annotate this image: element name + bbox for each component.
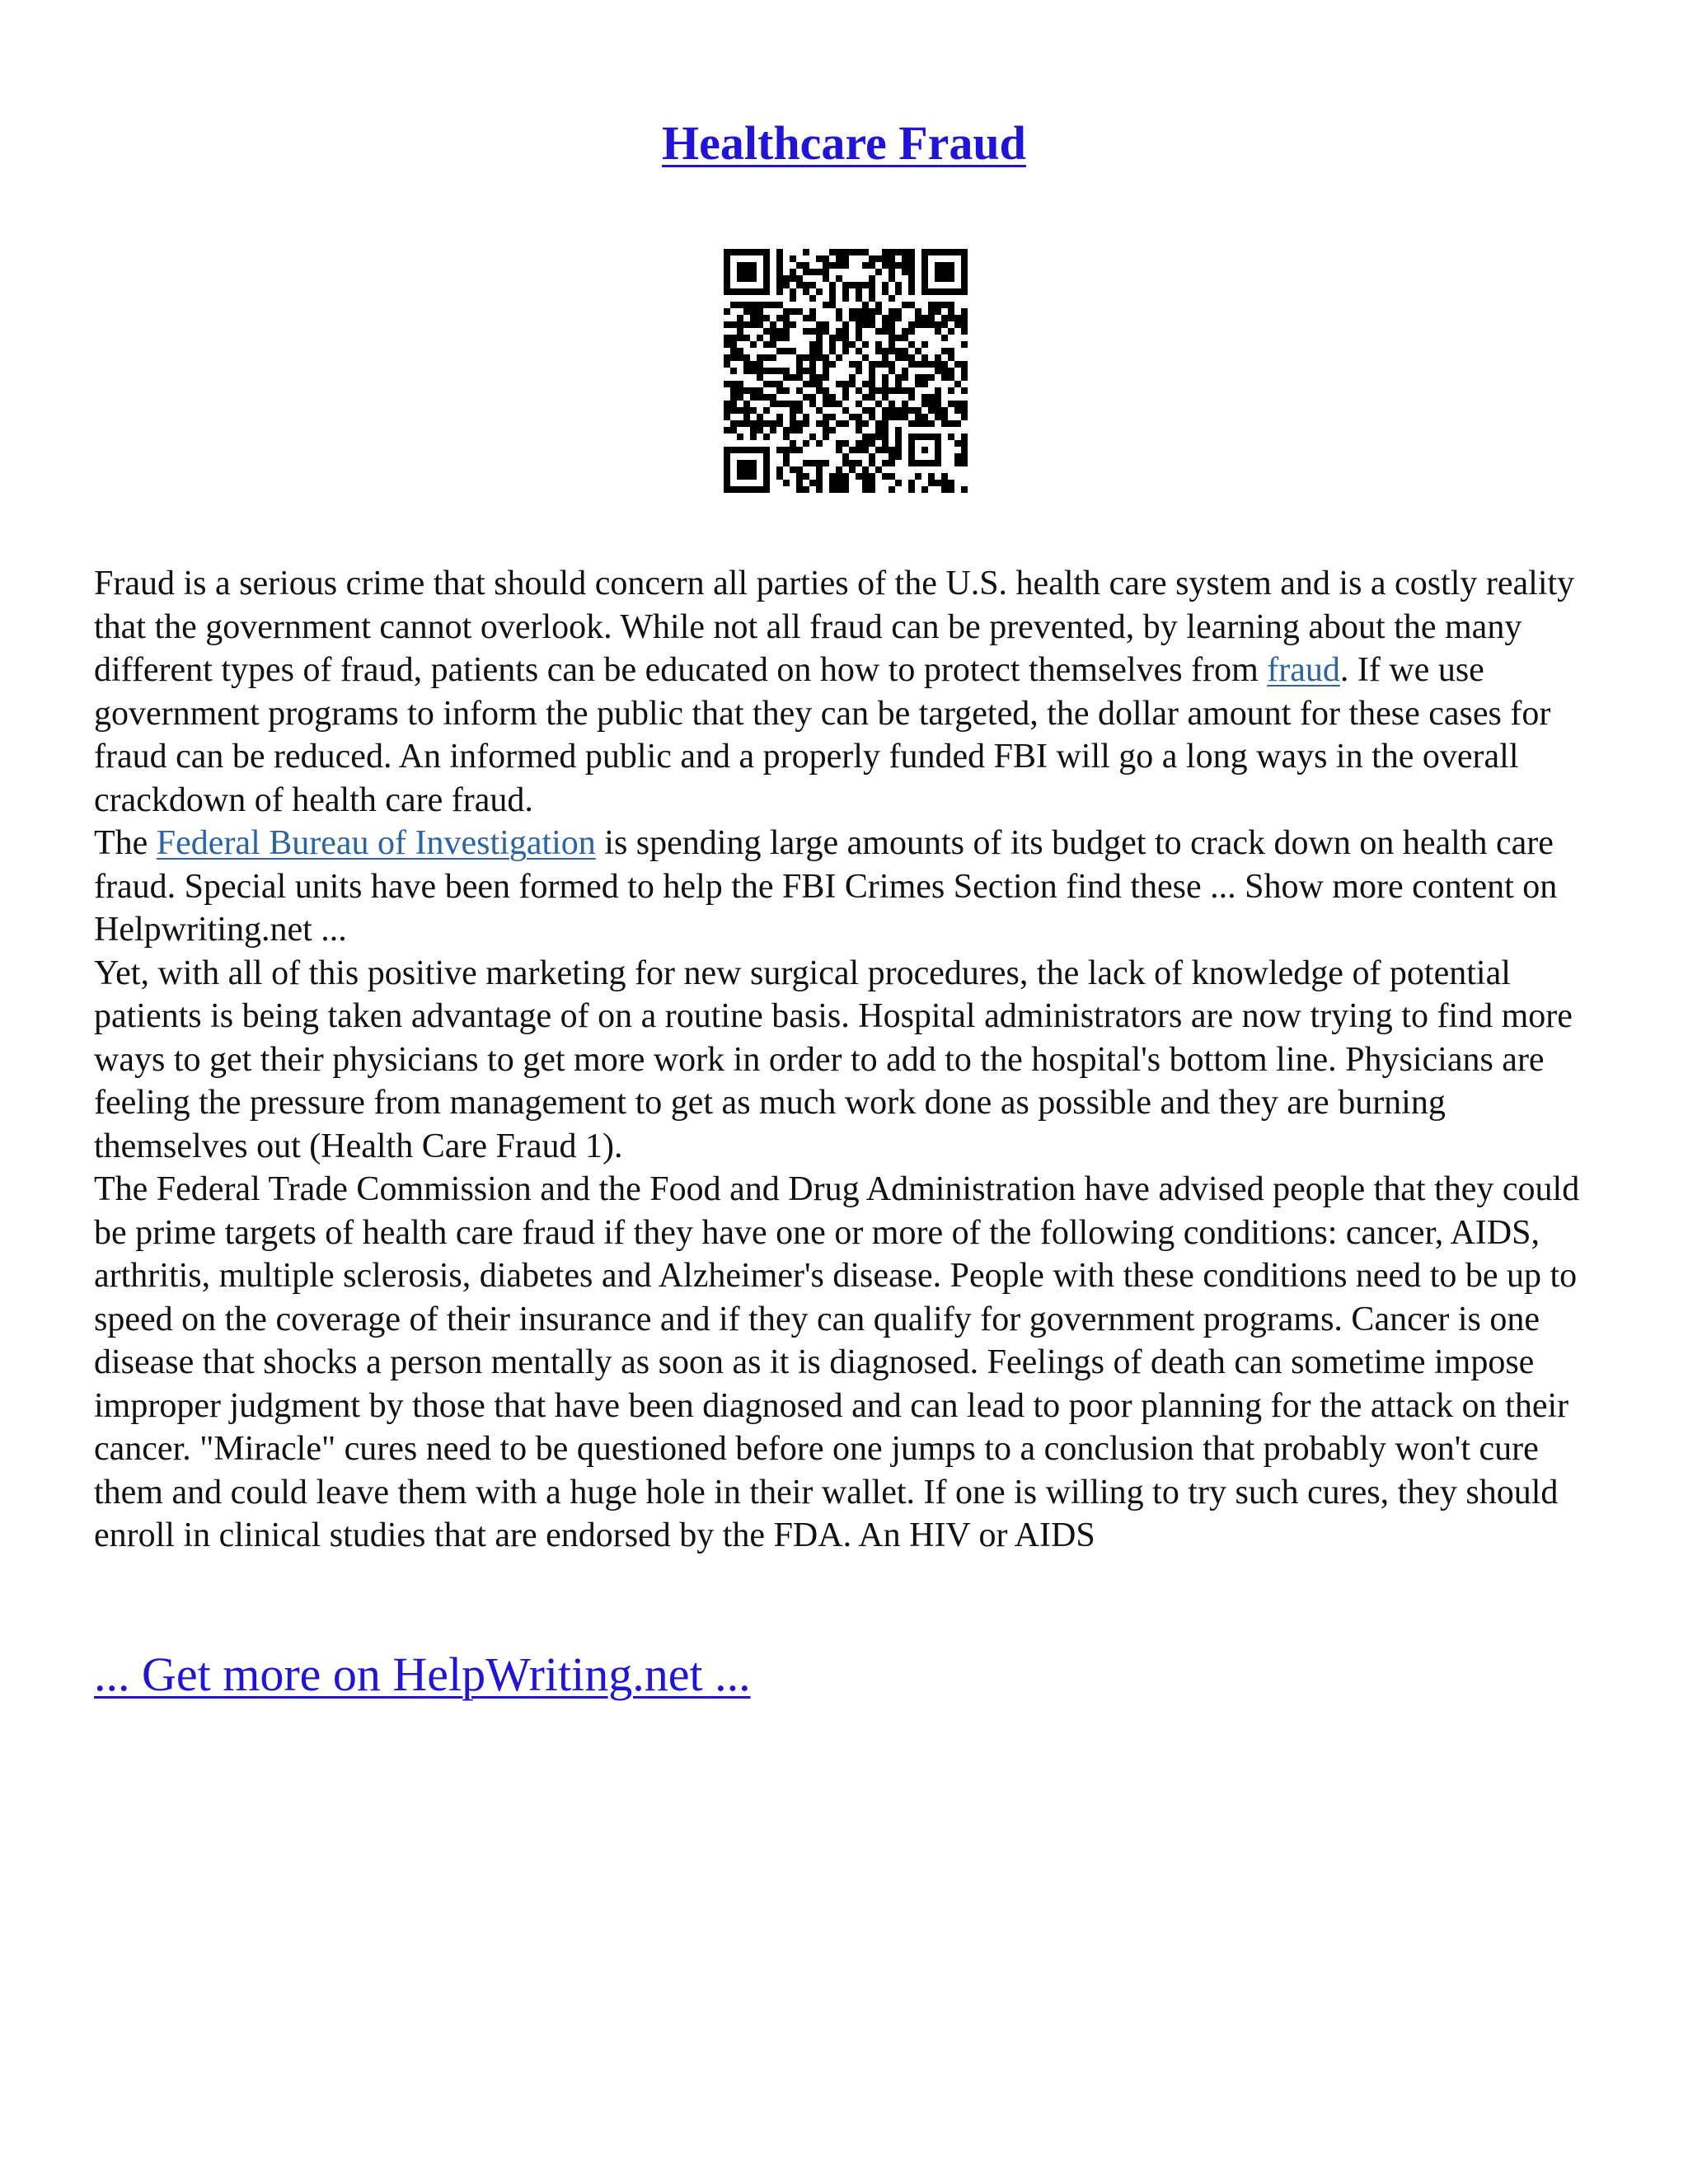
- get-more-link[interactable]: ... Get more on HelpWriting.net ...: [94, 1647, 751, 1701]
- paragraph-4: The Federal Trade Commission and the Food and Drug Administration have advised people that they could be prime targets of health care fraud if they have one or more of the following conditions: cancer, AIDS, arthritis, multiple sclerosis, diabetes and Alzheimer's disease. People with these conditions need to be up to speed on the coverage of their insurance and if they can qualify for government programs. Cancer is one disease that shocks a person mentally as soon as it is diagnosed. Feelings of death can sometime impose improper judgment by those that have been diagnosed and can lead to poor planning for the attack on their cancer. "Miracle" cures need to be questioned before one jumps to a conclusion that probably won't cure them and could leave them with a huge hole in their wallet. If one is willing to try such cures, they should enroll in clinical studies that are endorsed by the FDA. An HIV or AIDS: [94, 1170, 1580, 1554]
- paragraph-2-text-a: The: [94, 824, 157, 862]
- title-container: [0, 115, 1688, 171]
- paragraph-2-text-b: is spending large amounts of its budget to crack down on health care fraud. Special units have been formed to help the FBI Crimes Section find these ... Show more content on Helpwriting.net ...: [94, 824, 1558, 949]
- fbi-link[interactable]: Federal Bureau of Investigation: [156, 824, 596, 862]
- article-body: [94, 562, 1602, 1558]
- more-link-container: [94, 1647, 751, 1702]
- document-title-link[interactable]: Healthcare Fraud: [662, 116, 1026, 170]
- paragraph-1-text-b: . If we use government programs to inform the public that they can be targeted, the dollar amount for these cases for fraud can be reduced. An informed public and a properly funded FBI will go a long ways in the overall crackdown of health care fraud.: [94, 651, 1551, 819]
- paragraph-3: Yet, with all of this positive marketing for new surgical procedures, the lack of knowledge of potential patients is being taken advantage of on a routine basis. Hospital administrators are now trying to find more ways to get their physicians to get more work in order to add to the hospital's bottom line. Physicians are feeling the pressure from management to get as much work done as possible and they are burning themselves out (Health Care Fraud 1).: [94, 954, 1573, 1165]
- qr-code-image: [724, 249, 968, 493]
- paragraph-1-text-a: Fraud is a serious crime that should concern all parties of the U.S. health care system and is a costly reality that the government cannot overlook. While not all fraud can be prevented, by learning about the many different types of fraud, patients can be educated on how to protect themselves from: [94, 565, 1575, 689]
- fraud-link[interactable]: fraud: [1267, 651, 1340, 689]
- paragraph-2: [94, 822, 1602, 952]
- paragraph-1: [94, 562, 1602, 822]
